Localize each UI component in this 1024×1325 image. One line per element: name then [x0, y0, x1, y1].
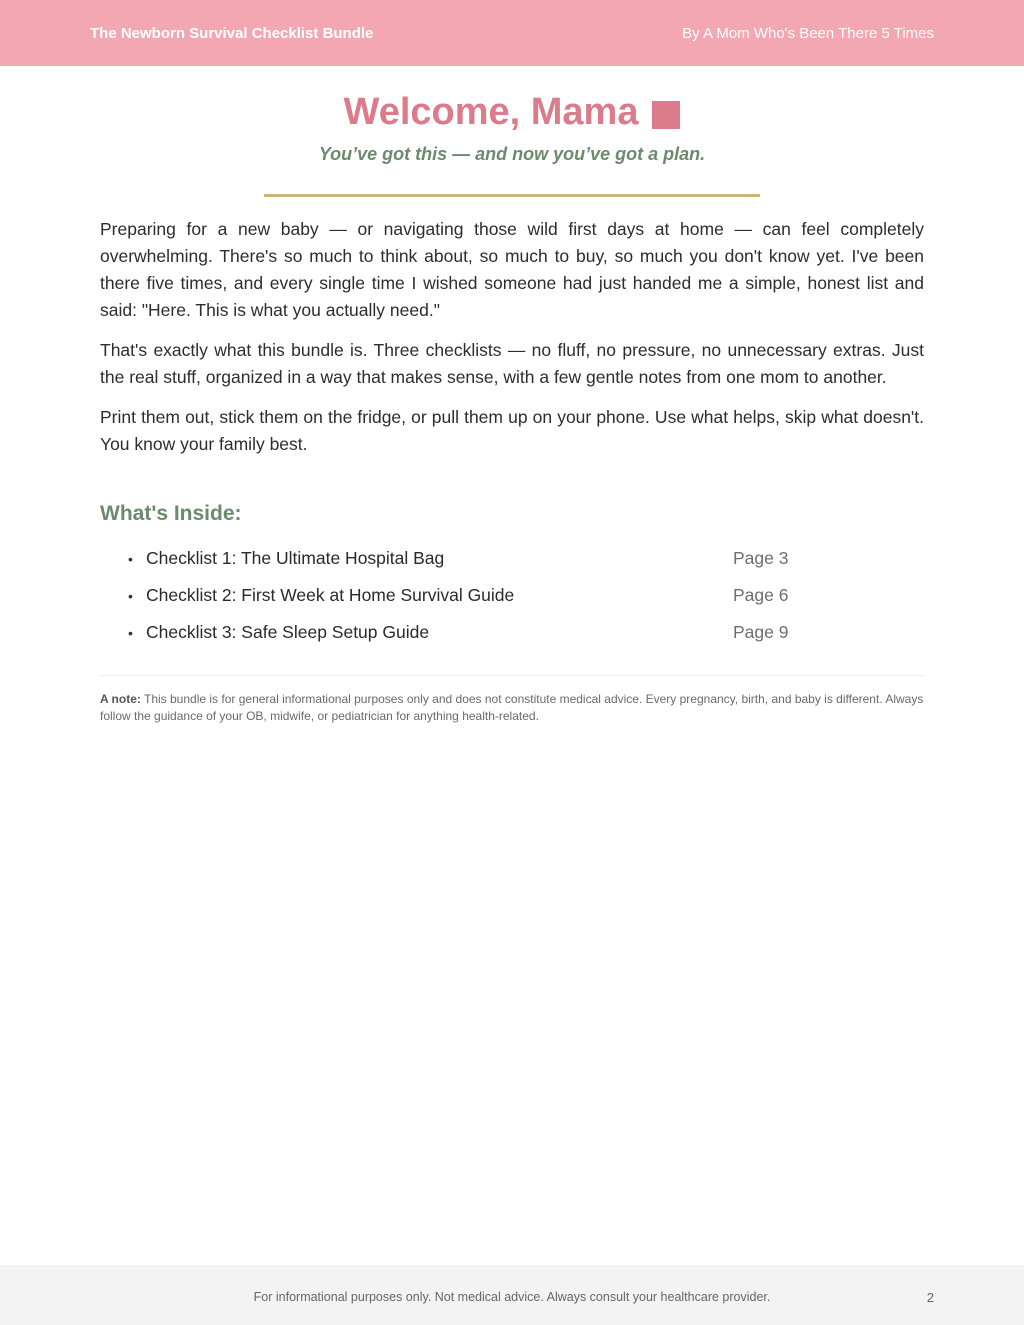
contents-item-name: Checklist 3: Safe Sleep Setup Guide — [146, 622, 430, 642]
intro-text — [100, 216, 924, 471]
contents-item — [128, 540, 808, 577]
contents-item — [128, 614, 808, 651]
note-label: A note: — [100, 692, 141, 706]
medical-note — [100, 691, 930, 725]
contents-item-page: Page 9 — [733, 622, 789, 642]
contents-item-name: Checklist 2: First Week at Home Survival Guide — [146, 585, 515, 605]
footer-disclaimer: For informational purposes only. Not medical advice. Always consult your healthcare provider. — [253, 1290, 771, 1304]
intro-paragraph: Print them out, stick them on the fridge, or pull them up on your phone. Use what helps, skip what doesn't. You know your family best. — [100, 407, 924, 454]
bundle-title: The Newborn Survival Checklist Bundle — [90, 24, 374, 42]
page-number: 2 — [926, 1290, 934, 1305]
pink-square-icon — [652, 101, 680, 129]
gold-divider — [264, 194, 760, 197]
note-text: This bundle is for general informational purposes only and does not constitute medical advice. Every pregnancy, birth, and baby is different. Always follow the guidance of your OB, midwife, or pediatrician for anything health-related. — [100, 692, 924, 723]
header-bar — [0, 0, 1024, 66]
tagline: You’ve got this — and now you’ve got a plan. — [318, 144, 706, 164]
author-byline: By A Mom Who's Been There 5 Times — [682, 24, 934, 42]
welcome-section — [0, 88, 1024, 165]
intro-paragraph: Preparing for a new baby — or navigating those wild first days at home — can feel completely overwhelming. There's so much to think about, so much to buy, so much you don't know yet. I've been there five times, and every single time I wished someone had just handed me a simple, honest list and said: "Here. This is what you actually need." — [100, 219, 924, 320]
contents-item — [128, 577, 808, 614]
note-divider — [100, 675, 924, 676]
contents-item-page: Page 6 — [733, 585, 789, 605]
bullet-icon: • — [128, 550, 133, 567]
contents-item-name: Checklist 1: The Ultimate Hospital Bag — [146, 548, 445, 568]
bullet-icon: • — [128, 587, 133, 604]
intro-paragraph: That's exactly what this bundle is. Three checklists — no fluff, no pressure, no unnecessary extras. Just the real stuff, organized in a way that makes sense, with a few gentle notes from one mom to another. — [100, 340, 924, 387]
contents-list — [128, 540, 808, 651]
page-title — [344, 88, 681, 136]
page-footer — [0, 1265, 1024, 1325]
contents-item-page: Page 3 — [733, 548, 789, 568]
bullet-icon: • — [128, 624, 133, 641]
contents-heading: What's Inside: — [100, 502, 242, 525]
page-title-text: Welcome, Mama — [343, 91, 639, 133]
